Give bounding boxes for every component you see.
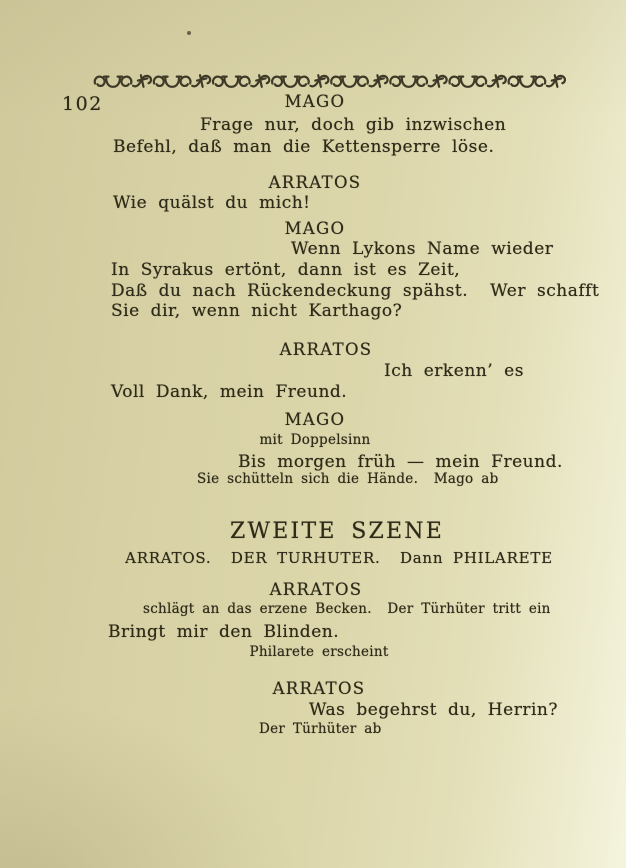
scene-heading: ZWEITE SZENE [229, 519, 445, 544]
stage-direction: mit Doppelsinn [259, 432, 371, 448]
verse-line: Befehl, daß man die Kettensperre löse. [113, 137, 495, 157]
verse-line: Voll Dank, mein Freund. [111, 382, 348, 402]
page-number: 102 [62, 93, 103, 115]
speaker-name: ARRATOS [272, 679, 366, 698]
speaker-name: ARRATOS [279, 340, 373, 359]
verse-line: Wie quälst du mich! [113, 193, 311, 213]
speaker-name: MAGO [284, 92, 346, 111]
stage-direction: Philarete erscheint [249, 644, 389, 660]
verse-line: Ich erkenn’ es [384, 361, 524, 381]
speaker-name: MAGO [284, 410, 346, 429]
stage-direction: Der Türhüter ab [259, 721, 382, 737]
verse-line: Bis morgen früh — mein Freund. [238, 452, 563, 472]
speaker-name: ARRATOS [268, 173, 362, 192]
stage-direction: Sie schütteln sich die Hände. Mago ab [197, 471, 499, 487]
verse-line: Bringt mir den Blinden. [108, 622, 340, 642]
verse-line: Frage nur, doch gib inzwischen [200, 115, 507, 135]
scene-cast-list: ARRATOS. DER TURHUTER. Dann PHILARETE [125, 549, 553, 567]
stage-direction: schlägt an das erzene Becken. Der Türhüter tritt ein [143, 601, 551, 617]
verse-line: Sie dir, wenn nicht Karthago? [111, 301, 403, 321]
verse-line: Daß du nach Rückendeckung spähst. Wer schafft [111, 281, 600, 301]
ink-speck [187, 31, 191, 35]
speaker-name: ARRATOS [269, 580, 363, 599]
speaker-name: MAGO [284, 219, 346, 238]
verse-line: In Syrakus ertönt, dann ist es Zeit, [111, 260, 461, 280]
verse-line: Wenn Lykons Name wieder [291, 239, 554, 259]
verse-line: Was begehrst du, Herrin? [309, 700, 558, 720]
